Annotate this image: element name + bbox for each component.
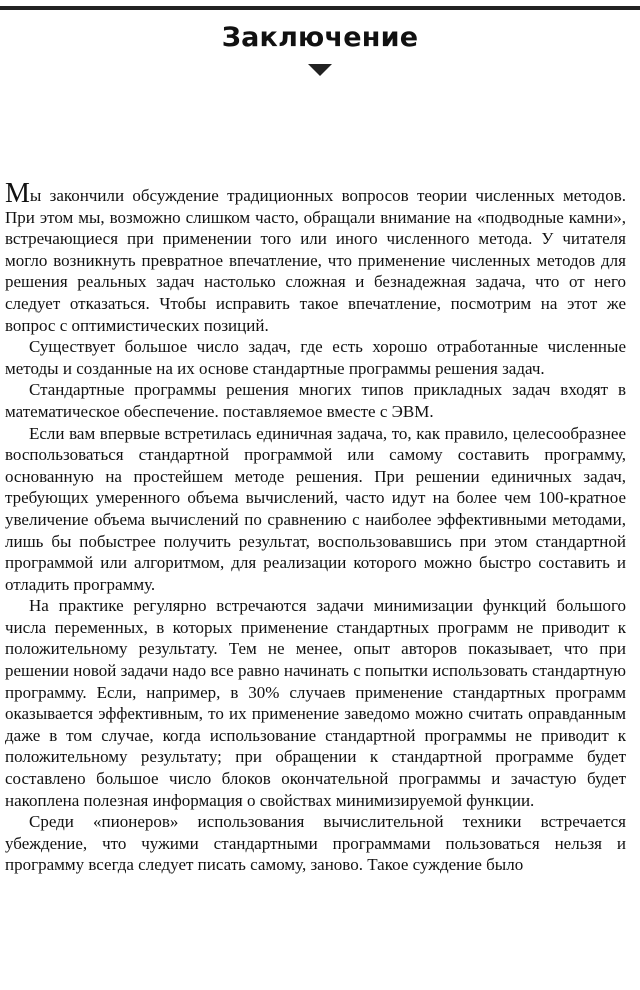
paragraph: Существует большое число задач, где есть хорошо отработанные численные методы и созданные на их основе стандартные программы решения задач.	[5, 337, 626, 378]
paragraph: На практике регулярно встречаются задачи минимизации функций большого числа переменных, в которых применение стандартных программ не приводит к положительному результату. Тем не менее, опыт авторов показывает, что при решении новой задачи надо все равно начинать с попытки использовать стандартную программу. Если, например, в 30% случаев применение стандартных программ оказывается эффективным, то их применение заведомо можно считать оправданным даже в том случае, когда использование стандартной программы не приводит к положительному результату; при обращении к стандартной программе будет составлено большое число блоков окончательной программы и зачастую будет накоплена полезная информация о свойствах минимизируемой функции.	[5, 596, 626, 810]
drop-cap: М	[5, 178, 30, 209]
paragraph-text: ы закончили обсуждение традиционных вопросов теории численных методов. При этом мы, возможно слишком часто, обращали внимание на «подводные камни», встречающиеся при применении того или иного численного метода. У читателя могло возникнуть превратное впечатление, что применение численных методов для решения реальных задач настолько сложная и безнадежная задача, что от него следует отказаться. Чтобы исправить такое впечатление, посмотрим на этот же вопрос с оптимистических позиций.	[5, 186, 626, 335]
paragraph: Среди «пионеров» использования вычислительной техники встречается убеждение, что чужими стандартными программами пользоваться нельзя и программу всегда следует писать самому, заново. Такое суждение было	[5, 812, 626, 875]
page-title: Заключение	[221, 22, 419, 53]
paragraph: Стандартные программы решения многих типов прикладных задач входят в математическое обеспечение. поставляемое вместе с ЭВМ.	[5, 380, 626, 421]
top-rule	[0, 6, 640, 10]
triangle-down-icon	[308, 64, 332, 76]
paragraph	[5, 178, 626, 336]
chapter-header	[0, 14, 640, 76]
paragraph: Если вам впервые встретилась единичная задача, то, как правило, целесообразнее воспользоваться стандартной программой или самому составить программу, основанную на простейшем методе решения. При решении единичных задач, требующих умеренного объема вычислений, часто идут на более чем 100-кратное увеличение объема вычислений по сравнению с наиболее эффективными методами, лишь бы побыстрее получить результат, воспользовавшись при этом стандартной программой или алгоритмом, для реализации которого можно быстро составить и отладить программу.	[5, 423, 626, 594]
body-text	[5, 178, 626, 876]
